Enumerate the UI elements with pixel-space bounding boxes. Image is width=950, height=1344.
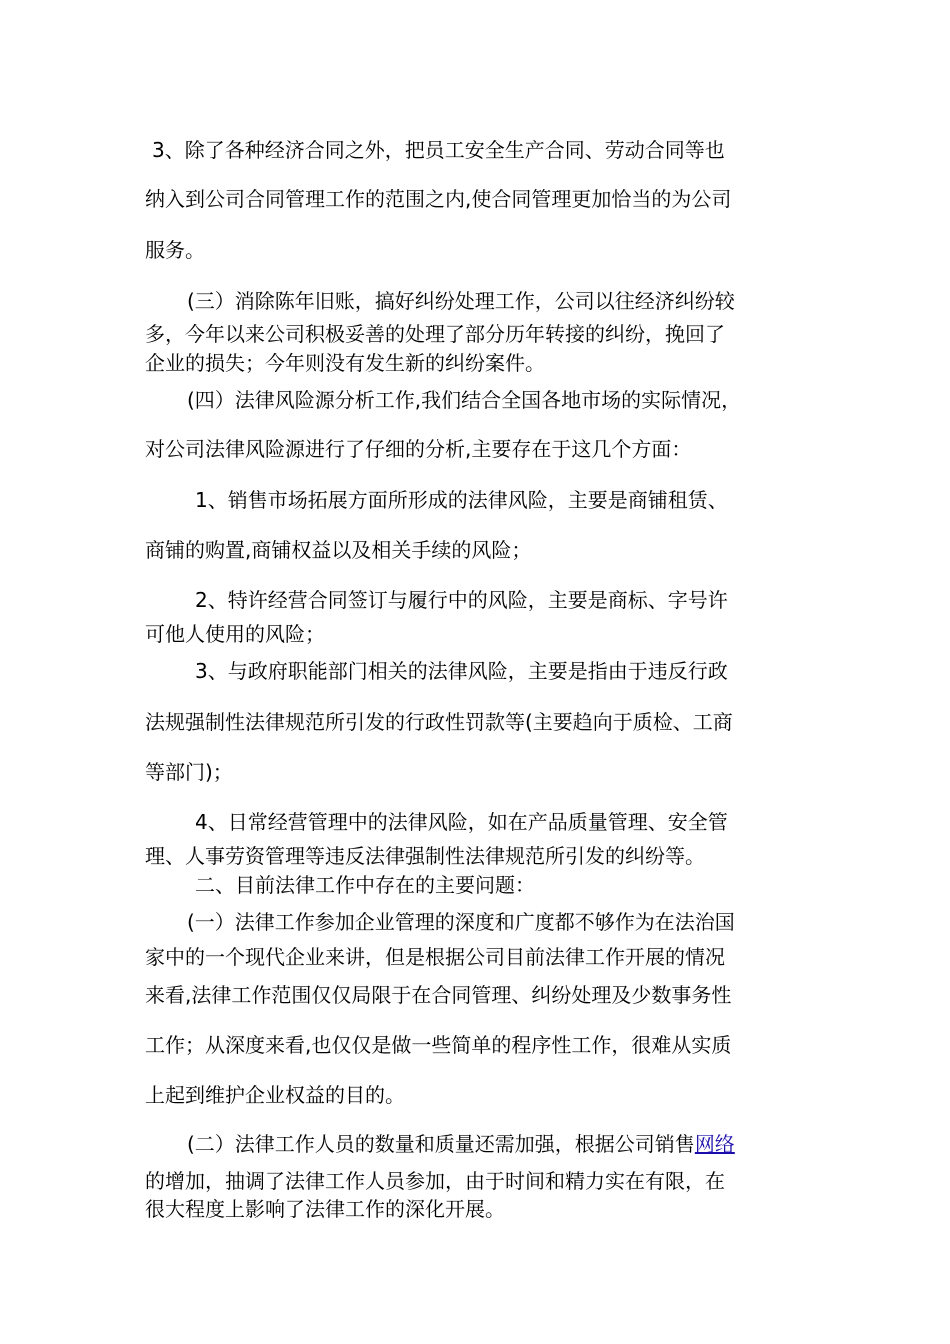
paragraph-line: 等部门)； xyxy=(145,760,233,784)
paragraph-line: 服务。 xyxy=(145,238,205,262)
paragraph-line: 多，今年以来公司积极妥善的处理了部分历年转接的纠纷，挽回了 xyxy=(145,322,725,346)
paragraph-line: 3、除了各种经济合同之外，把员工安全生产合同、劳动合同等也 xyxy=(152,138,725,162)
paragraph-line: (三）消除陈年旧账，搞好纠纷处理工作，公司以往经济纠纷较 xyxy=(187,289,735,313)
paragraph-line: 纳入到公司合同管理工作的范围之内,使合同管理更加恰当的为公司 xyxy=(145,187,732,211)
paragraph-line: 很大程度上影响了法律工作的深化开展。 xyxy=(145,1197,505,1221)
paragraph-line: 商铺的购置,商铺权益以及相关手续的风险； xyxy=(145,538,532,562)
paragraph-line: 家中的一个现代企业来讲，但是根据公司目前法律工作开展的情况 xyxy=(145,945,725,969)
paragraph-line: 来看,法律工作范围仅仅局限于在合同管理、纠纷处理及少数事务性 xyxy=(145,983,732,1007)
paragraph-line: 上起到维护企业权益的目的。 xyxy=(145,1083,405,1107)
paragraph-line: 3、与政府职能部门相关的法律风险，主要是指由于违反行政 xyxy=(195,659,728,683)
paragraph-line: 企业的损失；今年则没有发生新的纠纷案件。 xyxy=(145,351,545,375)
paragraph-line: (一）法律工作参加企业管理的深度和广度都不够作为在法治国 xyxy=(187,910,735,934)
paragraph-line: 的增加，抽调了法律工作人员参加，由于时间和精力实在有限，在 xyxy=(145,1169,725,1193)
network-link[interactable]: 网络 xyxy=(694,1132,735,1156)
paragraph-line: 2、特许经营合同签订与履行中的风险，主要是商标、字号许 xyxy=(195,588,728,612)
paragraph-line: 理、人事劳资管理等违反法律强制性法律规范所引发的纠纷等。 xyxy=(145,844,705,868)
paragraph-line: 工作；从深度来看,也仅仅是做一些简单的程序性工作，很难从实质 xyxy=(145,1033,732,1057)
paragraph-line xyxy=(187,1132,735,1156)
paragraph-line: 1、销售市场拓展方面所形成的法律风险，主要是商铺租赁、 xyxy=(195,488,728,512)
section-heading: 二、目前法律工作中存在的主要问题： xyxy=(195,873,535,897)
paragraph-line: 4、日常经营管理中的法律风险，如在产品质量管理、安全管 xyxy=(195,810,728,834)
paragraph-text: (二）法律工作人员的数量和质量还需加强，根据公司销售 xyxy=(187,1132,695,1156)
paragraph-line: (四）法律风险源分析工作,我们结合全国各地市场的实际情况， xyxy=(187,388,742,412)
paragraph-line: 可他人使用的风险； xyxy=(145,622,325,646)
paragraph-line: 对公司法律风险源进行了仔细的分析,主要存在于这几个方面： xyxy=(145,437,692,461)
paragraph-line: 法规强制性法律规范所引发的行政性罚款等(主要趋向于质检、工商 xyxy=(145,710,733,734)
